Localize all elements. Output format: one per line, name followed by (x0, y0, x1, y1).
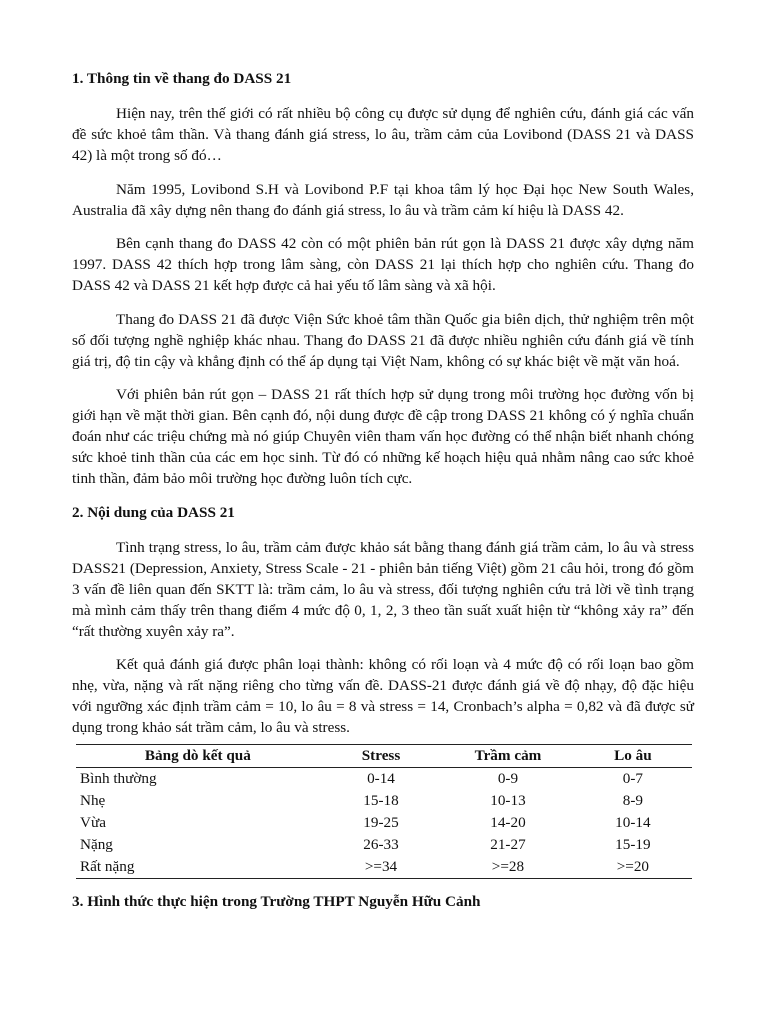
row-depression-value: 21-27 (490, 836, 526, 853)
row-stress-value: 0-14 (367, 770, 395, 787)
table-row (76, 790, 692, 812)
table-row (76, 856, 692, 879)
section-2-paragraph-2: Kết quả đánh giá được phân loại thành: không có rối loạn và 4 mức độ có rối loạn bao gồm nhẹ, vừa, nặng và rất nặng riêng cho từng vấn đề. DASS-21 được đánh giá về độ nhạy, độ đặc hiệu với ngưỡng xác định trầm cảm = 10, lo âu = 8 và stress = 14, Cronbach’s alpha = 0,82 và đã được sử dụng trong khảo sát trầm cảm, lo âu và stress. (72, 656, 694, 736)
row-depression-value: >=28 (442, 856, 574, 879)
section-1-paragraph-2: Năm 1995, Lovibond S.H và Lovibond P.F tại khoa tâm lý học Đại học New South Wales, Australia đã xây dựng nên thang đo đánh giá stress, lo âu và trầm cảm kí hiệu là DASS 42. (72, 180, 694, 219)
header-stress: Stress (320, 745, 442, 768)
row-stress-value: 26-33 (363, 836, 399, 853)
row-anxiety-value: 10-14 (615, 814, 651, 831)
section-2-paragraph-1: Tình trạng stress, lo âu, trầm cảm được khảo sát bằng thang đánh giá trầm cảm, lo âu và stress DASS21 (Depression, Anxiety, Stress Scale - 21 - phiên bản tiếng Việt) gồm 21 câu hỏi, trong đó gồm 3 vấn đề liên quan đến SKTT là: trầm cảm, lo âu và stress, đối tượng nghiên cứu trả lời về tình trạng mà mình cảm thấy trên thang điểm 4 mức độ 0, 1, 2, 3 theo tần suất xuất hiện từ “không xảy ra” đến “rất thường xuyên xảy ra”. (72, 538, 694, 640)
row-level-label: Rất nặng (76, 856, 320, 879)
header-depression: Trầm cảm (442, 745, 574, 768)
row-anxiety-value: 15-19 (615, 836, 651, 853)
table-row (76, 812, 692, 834)
section-2-heading: 2. Nội dung của DASS 21 (72, 503, 235, 521)
row-level-label: Bình thường (80, 770, 157, 787)
header-result-level: Bảng dò kết quả (76, 745, 320, 768)
row-anxiety-value: 8-9 (622, 792, 643, 809)
table-row (76, 834, 692, 856)
section-1-heading: 1. Thông tin về thang đo DASS 21 (72, 70, 292, 87)
row-stress-value: 15-18 (363, 792, 399, 809)
row-level-label: Nặng (80, 836, 113, 853)
section-1-paragraph-1: Hiện nay, trên thế giới có rất nhiều bộ công cụ được sử dụng để nghiên cứu, đánh giá các vấn đề sức khoẻ tâm thần. Và thang đánh giá stress, lo âu, trầm cảm của Lovibond (DASS 21 và DASS 42) là một trong số đó… (72, 105, 694, 164)
table-row (76, 768, 692, 791)
table-header-row (76, 745, 692, 768)
row-depression-value: 0-9 (497, 770, 519, 787)
section-1-paragraph-5: Với phiên bản rút gọn – DASS 21 rất thích hợp sử dụng trong môi trường học đường vốn bị giới hạn về mặt thời gian. Bên cạnh đó, nội dung được đề cập trong DASS 21 không có ý nghĩa chuẩn đoán như các triệu chứng mà nó giúp Chuyên viên tham vấn học đường có thể nhận biết nhanh chóng sức khoẻ tinh thần của các em học sinh. Từ đó có những kế hoạch hiệu quả nhằm nâng cao sức khoẻ tinh thần, đảm bảo môi trường học đường luôn tích cực. (72, 386, 694, 487)
section-1-paragraph-4: Thang đo DASS 21 đã được Viện Sức khoẻ tâm thần Quốc gia biên dịch, thử nghiệm trên một số đối tượng nghề nghiệp khác nhau. Thang đo DASS 21 đã được nhiều nghiên cứu đánh giá về tính giá trị, độ tin cậy và khẳng định có thể áp dụng tại Việt Nam, không có sự khác biệt về mặt văn hoá. (72, 310, 694, 370)
section-1-paragraph-3: Bên cạnh thang đo DASS 42 còn có một phiên bản rút gọn là DASS 21 được xây dựng năm 1997. DASS 42 thích hợp trong lâm sàng, còn DASS 21 lại thích hợp cho nghiên cứu. Thang đo DASS 42 và DASS 21 kết hợp được cả hai yếu tố lâm sàng và xã hội. (72, 235, 694, 294)
results-table (76, 744, 692, 879)
row-level-label: Vừa (80, 814, 106, 831)
section-3-heading: 3. Hình thức thực hiện trong Trường THPT Nguyễn Hữu Cảnh (72, 893, 481, 910)
document-page (72, 68, 694, 926)
header-anxiety: Lo âu (574, 745, 692, 768)
row-stress-value: 19-25 (363, 814, 399, 831)
row-stress-value: >=34 (320, 856, 442, 879)
row-anxiety-value: >=20 (574, 856, 692, 879)
row-anxiety-value: 0-7 (622, 770, 643, 787)
row-level-label: Nhẹ (80, 792, 106, 809)
row-depression-value: 10-13 (490, 792, 526, 809)
row-depression-value: 14-20 (490, 814, 526, 831)
